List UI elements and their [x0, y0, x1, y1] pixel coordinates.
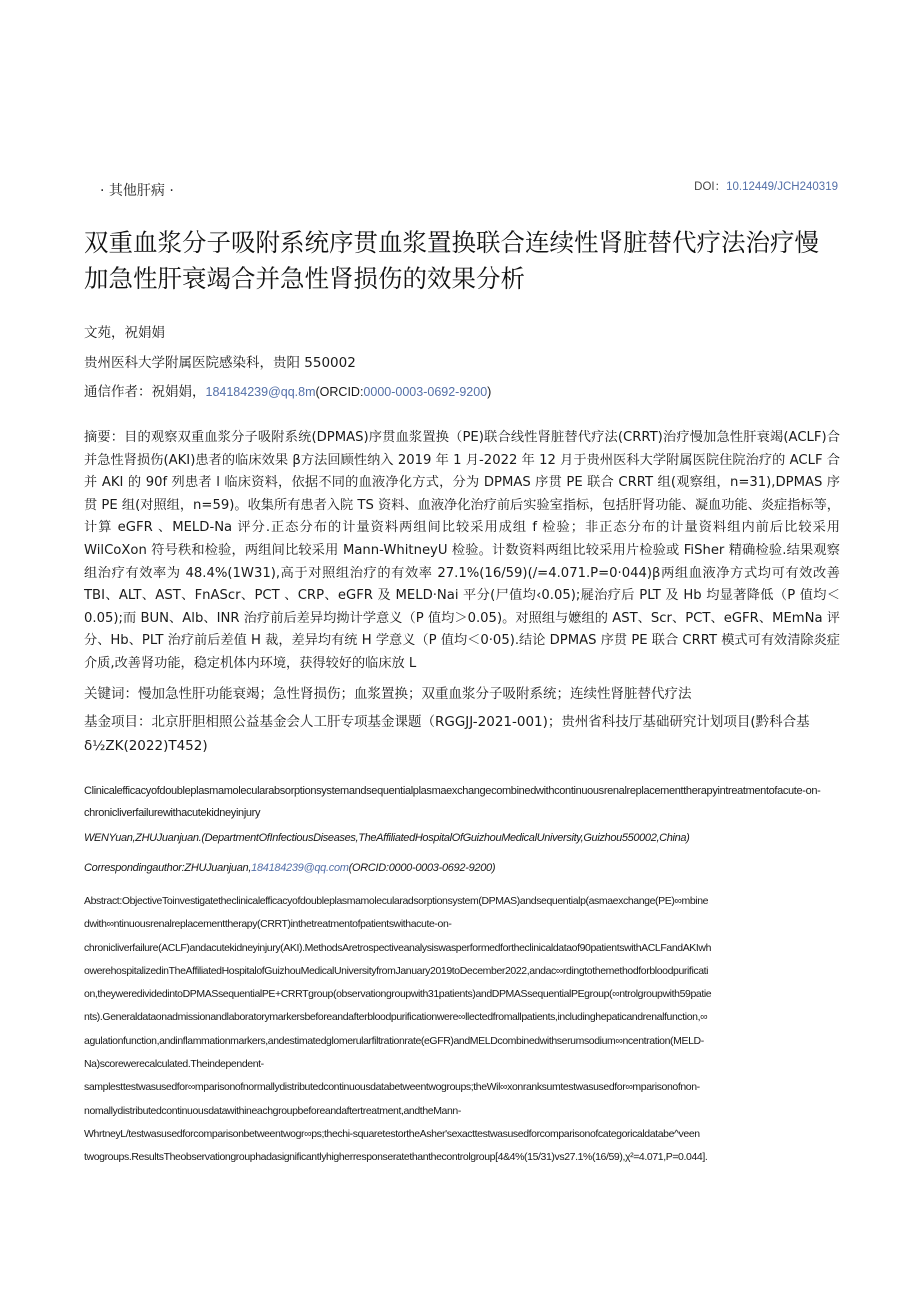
en-abstract-line: on,theyweredividedintoDPMASsequentialPE+CRRTgroup(observationgroupwith31patients)andDPMASsequentialPEgroup(∞ntrolgroupwith59patie [84, 988, 712, 1001]
en-abstract-line: Na)scorewerecalculated.Theindependent- [84, 1058, 264, 1071]
en-abstract-line: nts).Generaldataonadmissionandlaboratorymarkersbeforeandafterbloodpurificationwere∞llectedfromallpatients,includinghepaticandrenalfunction,∞ [84, 1011, 708, 1024]
corresponding-author [84, 380, 491, 400]
en-abstract-line: nomallydistributedcontinuousdatawithineachgroupbeforeandaftertreatment,andtheMann- [84, 1104, 461, 1117]
corr-orcid-link[interactable]: 0000-0003-0692-9200 [363, 385, 488, 399]
affiliation: 贵州医科大学附属医院感染科，贵阳 550002 [84, 355, 356, 371]
corr-orcid-prefix: (ORCID: [315, 385, 364, 399]
english-authors: WENYuan,ZHUJuanjuan.(DepartmentOfInfectiousDiseases,TheAffiliatedHospitalOfGuizhouMedicalUniversity,Guizhou550002,China) [84, 832, 690, 844]
en-corr-email-link[interactable]: 184184239@qq.com [251, 862, 349, 874]
en-abstract-line: chronicliverfailure(ACLF)andacutekidneyinjury(AKI).MethodsAretrospectiveanalysiswasperformedfortheclinicaldataof90patientswithACLFandAKIwh [84, 941, 712, 954]
en-corr-orcid: (ORCID:0000-0003-0692-9200) [348, 862, 496, 874]
en-corr-label: Correspondingauthor:ZHUJuanjuan, [84, 862, 252, 874]
english-title: Clinicalefficacyofdoubleplasmamolecularabsorptionsystemandsequentialplasmaexchangecombinedwithcontinuousrenalreplacementtherapyintreatmentofacute-on-chronicliverfailurewithacutekidneyinjury [84, 785, 821, 819]
funding: 基金项目：北京肝胆相照公益基金会人工肝专项基金课题（RGGJJ-2021-001)；贵州省科技厅基础研究计划项目(黔科合基 δ½ZK(2022)T452) [84, 714, 810, 754]
doi-label: DOI： [694, 181, 727, 193]
en-abstract-line: samplesttestwasusedfor∞mparisonofnormallydistributedcontinuousdatabetweentwogroups;theWil∞xonranksumtestwasusedfor∞mparisonofnon- [84, 1081, 700, 1094]
section-tag: · 其他肝病 · [100, 183, 174, 199]
article-title-line-2: 加急性肝衰竭合并急性肾损伤的效果分析 [84, 264, 525, 293]
en-abstract-line: agulationfunction,andinflammationmarkers,andestimatedglomerularfiltrationrate(eGFR)andMELDcombinedwithserumsodium∞ncentration(MELD- [84, 1034, 704, 1047]
corr-email-link[interactable]: 184184239@qq.8m [205, 385, 316, 399]
doi-link[interactable]: 10.12449/JCH240319 [726, 181, 838, 193]
corr-label: 通信作者：祝娟娟， [84, 384, 206, 400]
article-title-line-1: 双重血浆分子吸附系统序贯血浆置换联合连续性肾脏替代疗法治疗慢 [84, 228, 819, 257]
en-abstract-line: twogroups.ResultsTheobservationgrouphadasignificantlyhigherresponseratethanthecontrolgroup[4&4%(15/31)vs27.1%(16/59),χ²=4.071,P=0.044]. [84, 1151, 708, 1164]
en-abstract-line: Abstract:ObjectiveToinvestigatetheclinicalefficacyofdoubleplasmamolecularadsorptionsystem(DPMAS)andsequentialp(asmaexchange(PE)∞mbine [84, 895, 709, 907]
en-abstract-line: WhrtneyL/testwasusedforcomparisonbetweentwogr∞ps;thechi-squaretestortheAsher'sexacttestwasusedforcomparisonofcategoricaldatabe^veen [84, 1127, 700, 1140]
doi-line [694, 178, 838, 194]
article-title [84, 225, 844, 297]
corr-orcid-suffix: ) [487, 385, 492, 399]
english-abstract [84, 890, 840, 1170]
abstract-chinese: 摘要：目的观察双重血浆分子吸附系统(DPMAS)序贯血浆置换（PE)联合线性肾脏替代疗法(CRRT)治疗慢加急性肝衰竭(ACLF)合并急性肾损伤(AKI)患者的临床效果 β方法回顾性纳入 2019 年 1 月-2022 年 12 月于贵州医科大学附属医院住院治疗的 ACLF 合并 AKI 的 90f 列患者 l 临床资料，依据不同的血液净化方式，分为 DPMAS 序贯 PE 联合 CRRT 组(观察组，n=31),DPMAS 序贯 PE 组(对照组，n=59)。收集所有患者入院 TS 资料、血液净化治疗前后实验室指标，包括肝肾功能、凝血功能、炎症指标等，计算 eGFR 、MELD-Na 评分.正态分布的计量资料两组间比较采用成组 f 检验；非正态分布的计量资料组内前后比较采用 WilCoXon 符号秩和检验，两组间比较采用 Mann-WhitneyU 检验。计数资料两组比较采用片检验或 FiSher 精确检验.结果观察组治疗有效率为 48.4%(1W31),高于对照组治疗的有效率 27.1%(16/59)(/=4.071.P=0·044)β两组血液净方式均可有效改善 TBI、ALT、AST、FnAScr、PCT 、CRP、eGFR 及 MELD·Nai 平分(尸值均‹0.05);屣治疗后 PLT 及 Hb 均显著降低（P 值均＜0.05);而 BUN、Alb、INR 治疗前后差异均拗计学意义（P 值均＞0.05)。对照组与嬷组的 AST、Scr、PCT、eGFR、MEmNa 评分、Hb、PLT 治疗前后差值 H 裁，差异均有统 H 学意义（P 值均＜0·05).结论 DPMAS 序贯 PE 联合 CRRT 模式可有效清除炎症介质,改善肾功能，稳定机体内环境，获得较好的临床放 L [84, 430, 840, 671]
english-corresponding-author [84, 862, 840, 874]
authors: 文苑，祝娟娟 [84, 325, 165, 341]
en-abstract-line: dwith∞ntinuousrenalreplacementtherapy(CRRT)inthetreatmentofpatientswithacute-on- [84, 918, 452, 931]
keywords: 关键词：慢加急性肝功能衰竭；急性肾损伤；血浆置换；双重血浆分子吸附系统；连续性肾脏替代疗法 [84, 686, 692, 702]
en-abstract-line: owerehospitalizedinTheAffiliatedHospitalofGuizhouMedicalUniversityfromJanuary2019toDecember2022,andac∞rdingtothemethodforbloodpurificati [84, 964, 709, 977]
